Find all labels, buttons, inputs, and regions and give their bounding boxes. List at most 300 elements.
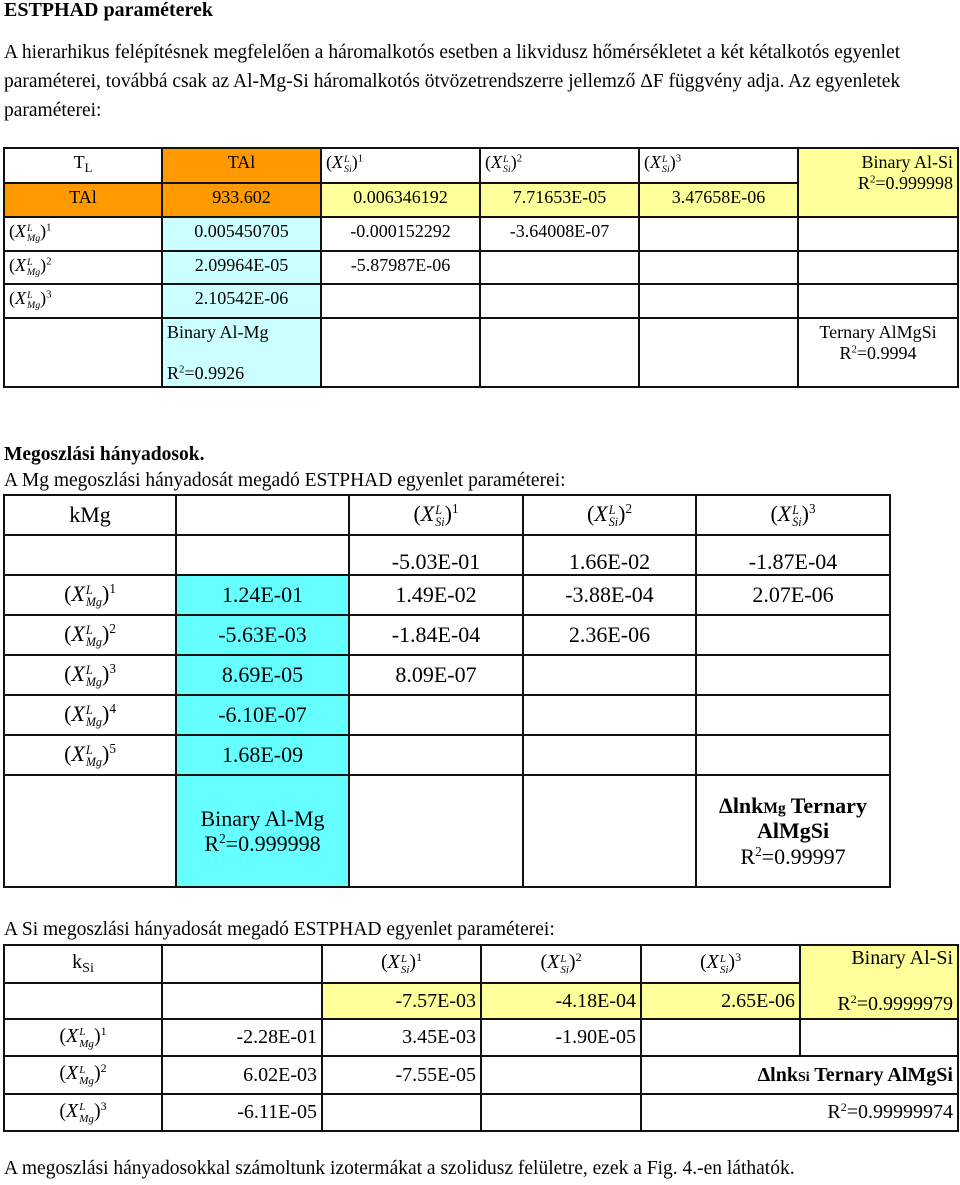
table-cell xyxy=(162,983,322,1019)
exponent: 2 xyxy=(869,173,876,186)
superscript-phase: L xyxy=(503,154,509,166)
cell-text: 933.602 xyxy=(212,187,271,207)
section-heading-distribution: Megoszlási hányadosok. xyxy=(4,444,205,465)
table-cell xyxy=(4,983,162,1019)
page-title: ESTPHAD paraméterek xyxy=(4,0,214,21)
superscript-phase: L xyxy=(85,742,93,757)
table-cell xyxy=(162,1056,322,1094)
cell-text: ) xyxy=(93,1062,101,1085)
table-cell xyxy=(798,251,958,284)
cell-text: Binary Al-Si xyxy=(851,947,953,970)
cell-text: -6.11E-05 xyxy=(237,1101,317,1123)
intro-paragraph: A hierarhikus felépítésnek megfelelően a háromalkotós esetben a likvidusz hőmérsékletet a két kétalkotós egyenlet paraméterei, továbbá csak az Al-Mg-Si háromalkotós ötvözetrendszerre jellemző ΔF függvény adja. Az egyenletek paraméterei: xyxy=(4,42,901,121)
cell-text: -1.87E-04 xyxy=(748,548,838,574)
cell-text: ) xyxy=(351,152,358,172)
cell-text: T xyxy=(73,152,85,172)
variable-indices xyxy=(27,224,40,245)
table-cell xyxy=(641,1094,958,1131)
superscript-phase: L xyxy=(27,257,33,269)
table-cell xyxy=(176,695,349,735)
table-cell xyxy=(321,251,480,284)
exponent: 2 xyxy=(575,950,582,965)
si-table-caption: A Si megoszlási hányadosát megadó ESTPHAD egyenlet paraméterei: xyxy=(4,919,555,940)
cell-text: k xyxy=(72,951,83,974)
superscript-phase: L xyxy=(435,502,442,517)
table-cell xyxy=(322,1056,481,1094)
exponent: 3 xyxy=(735,950,742,965)
subscript-element: Si xyxy=(435,515,445,530)
exponent: 2 xyxy=(109,621,116,637)
cell-text: R xyxy=(857,172,870,193)
exponent: 2 xyxy=(179,363,185,376)
table-row xyxy=(4,945,958,983)
table-row xyxy=(4,615,890,655)
cell-text: ( xyxy=(9,288,15,308)
cell-text: Binary Al-Mg xyxy=(200,805,325,831)
cell-text: 1.66E-02 xyxy=(568,548,651,574)
cell-text: 2.10542E-06 xyxy=(194,288,289,308)
cell-text: R xyxy=(839,342,852,363)
cell-text: 1.49E-02 xyxy=(395,582,477,608)
cell-text: ) xyxy=(409,951,417,974)
cell-text: 8.09E-07 xyxy=(395,662,477,688)
variable-symbol: X xyxy=(547,951,560,974)
exponent: 1 xyxy=(109,581,116,597)
table-cell xyxy=(4,1094,162,1131)
superscript-phase: L xyxy=(792,502,799,517)
table-cell xyxy=(349,495,523,535)
ksi-parameter-table xyxy=(3,944,959,1132)
exponent: 2 xyxy=(840,1099,847,1114)
table-cell xyxy=(349,775,523,887)
table-cell xyxy=(696,495,890,535)
variable-symbol: X xyxy=(71,580,85,606)
cell-text: =0.9926 xyxy=(184,363,245,384)
cell-text: ( xyxy=(644,152,650,172)
cell-text: ) xyxy=(728,951,736,974)
variable-symbol: X xyxy=(332,152,343,172)
subscript-element: Si xyxy=(560,964,569,977)
table-cell xyxy=(480,148,639,183)
cell-text: ( xyxy=(586,500,595,526)
bold-subscript: Mg xyxy=(763,800,786,818)
superscript-phase: L xyxy=(608,502,616,517)
exponent: 2 xyxy=(46,255,52,268)
exponent: 3 xyxy=(46,288,52,301)
cell-text: ) xyxy=(101,620,110,646)
variable-symbol: X xyxy=(706,951,719,974)
variable-symbol: X xyxy=(15,288,26,308)
subscript-element: Mg xyxy=(79,1037,94,1050)
kmg-parameter-table xyxy=(3,494,891,888)
superscript-phase: L xyxy=(400,952,407,965)
table-cell xyxy=(696,575,890,615)
table-cell xyxy=(480,183,639,217)
table-cell xyxy=(322,1019,481,1056)
variable-symbol: X xyxy=(71,740,85,766)
table-cell xyxy=(523,535,696,575)
bold-text: Δlnk xyxy=(757,1063,798,1086)
table-cell xyxy=(4,217,162,251)
variable-symbol: X xyxy=(66,1062,79,1085)
table-cell xyxy=(639,251,798,284)
cell-text: ) xyxy=(568,951,576,974)
table-row xyxy=(4,695,890,735)
table-cell xyxy=(798,217,958,251)
exponent: 1 xyxy=(46,221,52,234)
cell-text: -5.03E-01 xyxy=(391,548,481,574)
table-cell xyxy=(176,655,349,695)
cell-text: 0.006346192 xyxy=(353,187,448,207)
table-cell xyxy=(4,251,162,284)
cell-text: ( xyxy=(64,620,72,646)
cell-text: =0.999998 xyxy=(875,172,953,193)
subscript-element: Si xyxy=(503,164,511,176)
table-cell xyxy=(4,575,176,615)
table-cell xyxy=(639,183,798,217)
liquidus-parameter-table xyxy=(3,147,959,388)
cell-text: ) xyxy=(669,152,676,172)
cell-text: =0.99999974 xyxy=(846,1101,953,1124)
superscript-phase: L xyxy=(79,1026,86,1039)
subscript-element: Mg xyxy=(27,233,41,245)
table-cell xyxy=(641,1056,958,1094)
variable-indices xyxy=(27,258,40,279)
cell-text: -3.88E-04 xyxy=(565,582,654,608)
cell-text: 2.36E-06 xyxy=(568,622,651,648)
table-cell xyxy=(696,775,890,887)
bold-subscript: Si xyxy=(797,1069,810,1085)
bold-text: Δlnk xyxy=(719,793,764,819)
table-cell xyxy=(322,945,481,983)
table-cell xyxy=(641,983,800,1019)
subscript-element: Mg xyxy=(27,300,41,312)
variable-indices xyxy=(86,744,102,769)
table-cell xyxy=(523,615,696,655)
subscript-element: Si xyxy=(344,164,352,176)
table-cell xyxy=(349,655,523,695)
table-cell xyxy=(641,945,800,983)
table-cell xyxy=(4,775,176,887)
table-cell xyxy=(4,655,176,695)
cell-text: Ternary AlMgSi xyxy=(819,322,937,342)
variable-indices xyxy=(662,155,670,176)
superscript-phase: L xyxy=(79,1063,86,1076)
table-row xyxy=(4,318,958,387)
table-cell xyxy=(4,495,176,535)
variable-symbol: X xyxy=(71,700,85,726)
table-cell xyxy=(162,183,321,217)
table-cell xyxy=(176,615,349,655)
exponent: 2 xyxy=(850,992,857,1007)
variable-indices xyxy=(27,291,40,312)
cell-text: ( xyxy=(380,951,388,974)
cell-text: =0.99997 xyxy=(761,843,846,869)
table-cell xyxy=(696,615,890,655)
exponent: 4 xyxy=(109,701,116,717)
exponent: 2 xyxy=(625,501,633,517)
table-cell xyxy=(639,148,798,183)
cell-text: ( xyxy=(9,221,15,241)
table-cell xyxy=(349,575,523,615)
cell-text: ( xyxy=(9,255,15,275)
exponent: 1 xyxy=(451,501,459,517)
superscript-phase: L xyxy=(27,290,33,302)
cell-text: 3.47658E-06 xyxy=(671,187,766,207)
table-cell xyxy=(176,495,349,535)
table-cell xyxy=(696,535,890,575)
table-row xyxy=(4,575,890,615)
subscript-element: Mg xyxy=(79,1075,94,1088)
table-cell xyxy=(321,284,480,318)
variable-indices xyxy=(792,504,801,529)
cell-text: ) xyxy=(101,700,110,726)
superscript-phase: L xyxy=(27,223,33,235)
variable-symbol: X xyxy=(15,255,26,275)
table-row xyxy=(4,735,890,775)
cell-text: ( xyxy=(540,951,548,974)
variable-indices xyxy=(560,954,569,977)
cell-text: -0.000152292 xyxy=(350,221,451,241)
variable-symbol: X xyxy=(594,500,608,526)
cell-text: ( xyxy=(64,740,72,766)
table-cell xyxy=(696,655,890,695)
superscript-phase: L xyxy=(662,154,668,166)
subscript-element: Mg xyxy=(27,267,41,279)
table-row xyxy=(4,535,890,575)
table-cell xyxy=(481,983,641,1019)
cell-text: R xyxy=(740,843,756,869)
table-cell xyxy=(322,1094,481,1131)
cell-text: -6.10E-07 xyxy=(218,702,307,728)
exponent: 1 xyxy=(416,950,423,965)
bold-text: Ternary xyxy=(785,793,867,819)
mg-table-caption: A Mg megoszlási hányadosát megadó ESTPHAD egyenlet paraméterei: xyxy=(4,470,566,491)
cell-text: Binary Al-Mg xyxy=(167,322,269,342)
exponent: 2 xyxy=(851,343,857,356)
table-row xyxy=(4,1094,958,1131)
subscript-element: Si xyxy=(719,964,729,977)
table-cell xyxy=(798,318,958,387)
table-row xyxy=(4,217,958,251)
superscript-phase: L xyxy=(719,952,726,965)
variable-indices xyxy=(435,504,444,529)
cell-text: 1.24E-01 xyxy=(221,582,304,608)
variable-indices xyxy=(86,584,102,609)
table-cell xyxy=(696,695,890,735)
variable-indices xyxy=(79,1027,94,1050)
cell-text: ) xyxy=(101,660,110,686)
table-cell xyxy=(4,318,162,387)
cell-text: -3.64008E-07 xyxy=(509,221,610,241)
table-cell xyxy=(4,945,162,983)
exponent: 1 xyxy=(100,1023,107,1038)
cell-text: ( xyxy=(59,1062,67,1085)
table-cell xyxy=(4,148,162,183)
cell-text: 2.65E-06 xyxy=(721,989,795,1012)
table-cell xyxy=(4,535,176,575)
cell-text: 2.07E-06 xyxy=(752,582,834,608)
cell-text: -5.63E-03 xyxy=(218,622,307,648)
table-cell xyxy=(523,695,696,735)
table-cell xyxy=(4,183,162,217)
bold-text: AlMgSi xyxy=(756,818,830,844)
cell-text: kMg xyxy=(69,502,111,528)
table-cell xyxy=(162,217,321,251)
table-cell xyxy=(4,615,176,655)
exponent: 3 xyxy=(675,152,682,165)
variable-symbol: X xyxy=(66,1099,79,1122)
table-row xyxy=(4,775,890,887)
variable-indices xyxy=(609,504,618,529)
cell-text: ) xyxy=(618,500,626,526)
variable-indices xyxy=(503,155,511,176)
table-cell xyxy=(639,318,798,387)
cell-text: =0.9994 xyxy=(856,342,917,363)
table-cell xyxy=(800,1019,958,1056)
cell-text: R xyxy=(204,831,220,856)
variable-symbol: X xyxy=(66,1024,79,1047)
table-cell xyxy=(349,695,523,735)
table-cell xyxy=(696,735,890,775)
superscript-phase: L xyxy=(79,1101,86,1114)
subscript: Si xyxy=(82,961,94,977)
footer-text: A megoszlási hányadosokkal számoltunk izotermákat a szolidusz felületre, ezek a Fig. 4.-en láthatók. xyxy=(4,1158,795,1179)
table-row xyxy=(4,284,958,318)
cell-text: ) xyxy=(93,1024,101,1047)
cell-text: ( xyxy=(59,1024,67,1047)
table-cell xyxy=(639,284,798,318)
superscript-phase: L xyxy=(85,582,93,597)
table-cell xyxy=(162,1094,322,1131)
cell-text: ( xyxy=(485,152,491,172)
cell-text: ) xyxy=(40,255,47,275)
exponent: 5 xyxy=(109,741,116,757)
subscript-element: Si xyxy=(400,964,410,977)
variable-symbol: X xyxy=(650,152,661,172)
table-cell xyxy=(162,284,321,318)
table-cell xyxy=(349,535,523,575)
cell-text: R xyxy=(827,1101,841,1124)
subscript-element: Mg xyxy=(85,635,102,650)
variable-symbol: X xyxy=(71,660,85,686)
cell-text: 3.45E-03 xyxy=(402,1026,476,1048)
cell-text: ) xyxy=(801,500,809,526)
table-row xyxy=(4,1019,958,1056)
exponent: 3 xyxy=(808,501,816,517)
table-row xyxy=(4,251,958,284)
cell-text: ) xyxy=(40,221,47,241)
table-cell xyxy=(481,945,641,983)
subscript-element: Si xyxy=(662,164,670,176)
table-cell xyxy=(4,284,162,318)
table-cell xyxy=(4,695,176,735)
variable-symbol: X xyxy=(491,152,502,172)
cell-text: -1.84E-04 xyxy=(391,622,481,648)
superscript-phase: L xyxy=(85,662,93,677)
cell-text: ( xyxy=(413,500,421,526)
table-cell xyxy=(523,655,696,695)
table-cell xyxy=(176,535,349,575)
cell-text: ( xyxy=(64,700,72,726)
variable-indices xyxy=(86,664,102,689)
table-cell xyxy=(4,1019,162,1056)
subscript-element: Si xyxy=(608,515,619,530)
table-cell xyxy=(349,615,523,655)
table-cell xyxy=(349,735,523,775)
table-cell xyxy=(480,251,639,284)
variable-symbol: X xyxy=(71,620,85,646)
subscript-element: Mg xyxy=(79,1112,94,1125)
cell-text: ) xyxy=(93,1099,101,1122)
table-row xyxy=(4,1056,958,1094)
table-cell xyxy=(481,1094,641,1131)
subscript-element: Mg xyxy=(85,675,102,690)
exponent: 2 xyxy=(100,1061,107,1076)
table-cell xyxy=(321,217,480,251)
exponent: 2 xyxy=(516,152,523,165)
table-cell xyxy=(639,217,798,251)
cell-text: ) xyxy=(101,740,110,766)
exponent: 2 xyxy=(755,843,762,859)
cell-text: -7.57E-03 xyxy=(395,989,476,1012)
superscript-phase: L xyxy=(560,952,567,965)
table-cell xyxy=(480,318,639,387)
cell-text: 2.09964E-05 xyxy=(194,255,289,275)
table-cell xyxy=(321,183,480,217)
table-cell xyxy=(523,735,696,775)
superscript-phase: L xyxy=(85,702,93,717)
table-cell xyxy=(523,575,696,615)
variable-indices xyxy=(79,1065,94,1088)
cell-text: -4.18E-04 xyxy=(555,989,636,1012)
variable-indices xyxy=(86,624,102,649)
subscript-element: Mg xyxy=(85,755,102,770)
table-cell xyxy=(162,318,321,387)
cell-text: TAl xyxy=(227,152,256,172)
exponent: 3 xyxy=(100,1098,107,1113)
subscript: L xyxy=(84,160,93,175)
table-row xyxy=(4,655,890,695)
table-cell xyxy=(481,1056,641,1094)
table-cell xyxy=(176,735,349,775)
cell-text: 8.69E-05 xyxy=(221,662,304,688)
bold-text: Ternary AlMgSi xyxy=(809,1063,953,1086)
cell-text: ) xyxy=(444,500,452,526)
exponent: 2 xyxy=(219,831,226,847)
cell-text: -5.87987E-06 xyxy=(350,255,451,275)
cell-text: ( xyxy=(699,951,707,974)
cell-text: =0.999998 xyxy=(225,831,321,856)
variable-indices xyxy=(79,1102,94,1125)
table-cell xyxy=(798,284,958,318)
table-cell xyxy=(481,1019,641,1056)
exponent: 1 xyxy=(357,152,364,165)
cell-text: ( xyxy=(59,1099,67,1122)
table-cell xyxy=(162,945,322,983)
variable-symbol: X xyxy=(777,500,792,526)
table-cell xyxy=(321,318,480,387)
table-cell xyxy=(480,217,639,251)
table-row xyxy=(4,495,890,535)
cell-text: ) xyxy=(40,288,47,308)
variable-symbol: X xyxy=(387,951,400,974)
variable-indices xyxy=(344,155,352,176)
table-cell xyxy=(4,735,176,775)
variable-symbol: X xyxy=(15,221,26,241)
table-cell xyxy=(322,983,481,1019)
cell-text: 6.02E-03 xyxy=(243,1063,317,1086)
